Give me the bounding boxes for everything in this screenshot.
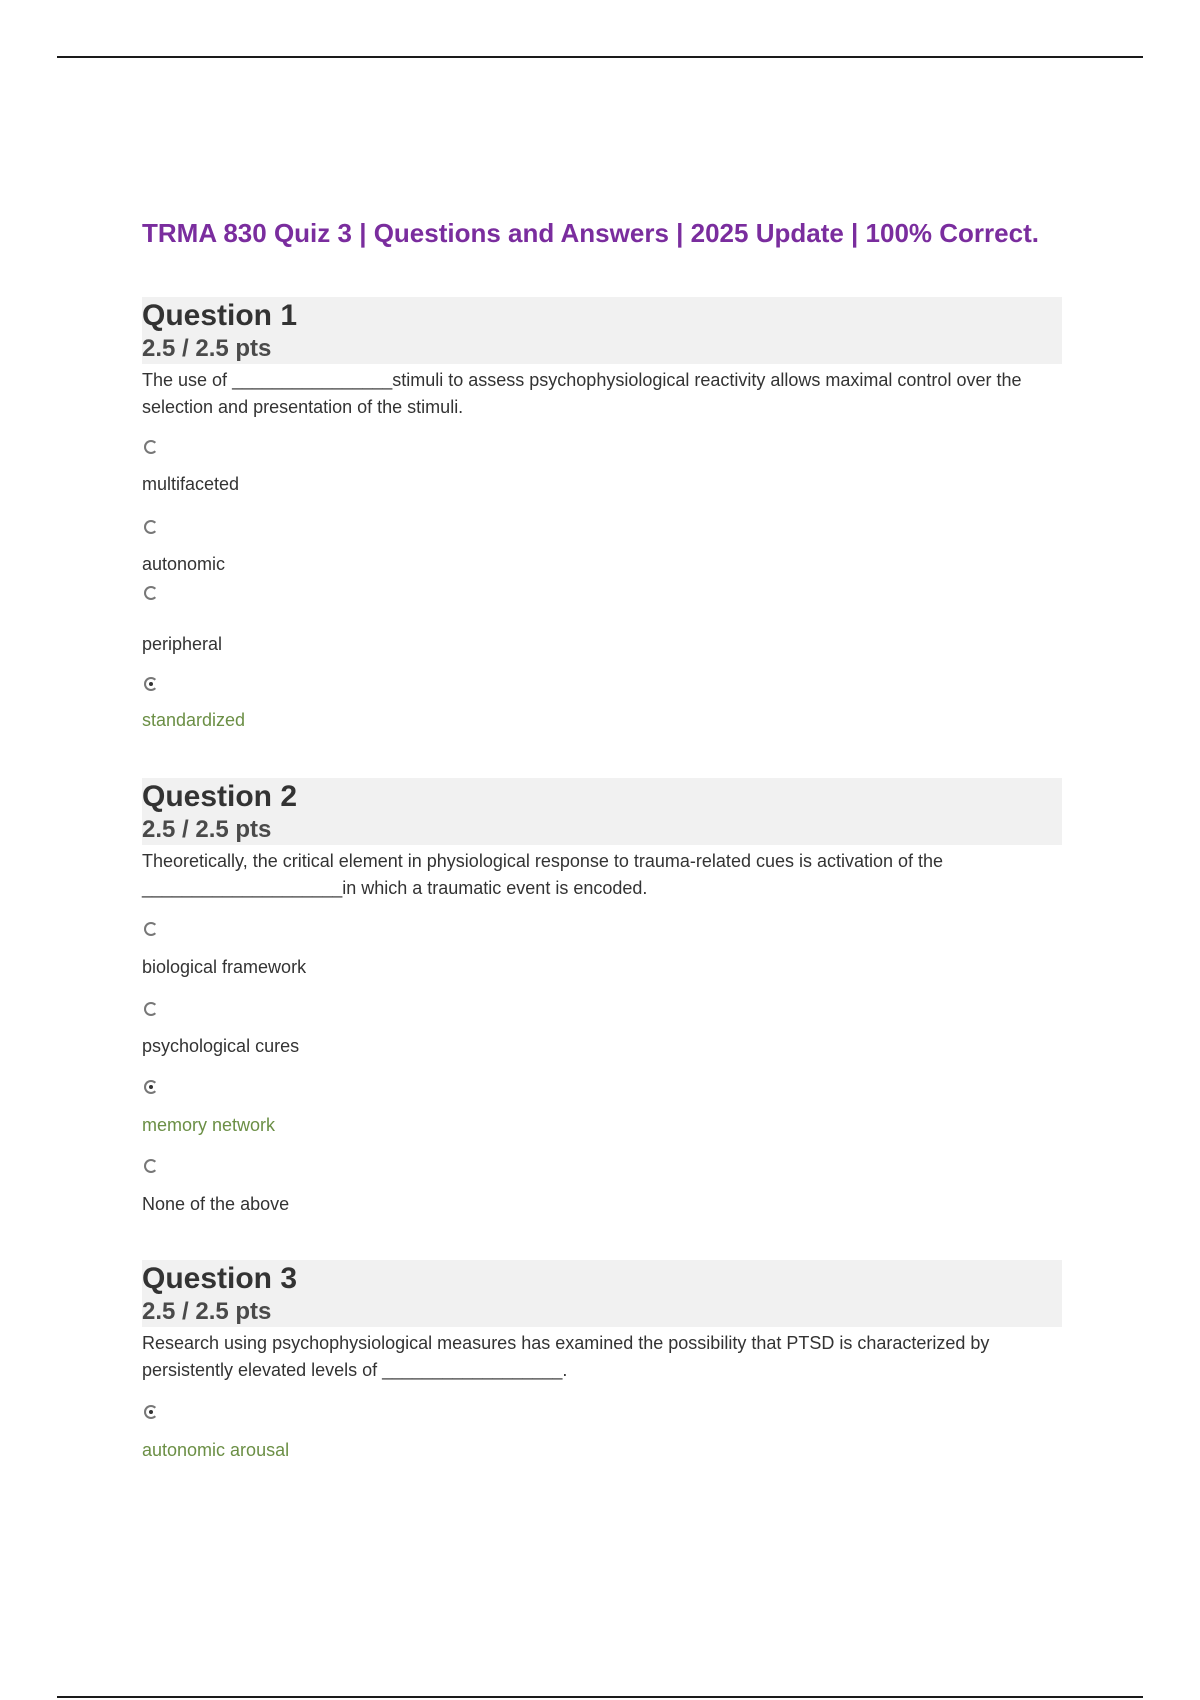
question-header	[142, 297, 1062, 364]
question-text-before: Research using psychophysiological measures has examined the possibility that PTSD is characterized by persistently elevated levels of	[142, 1333, 990, 1380]
option-label-correct: memory network	[142, 1115, 276, 1135]
radio-button-selected[interactable]	[144, 1405, 158, 1419]
option-label: biological framework	[142, 957, 307, 977]
option-label: multifaceted	[142, 474, 240, 494]
document-title: TRMA 830 Quiz 3 | Questions and Answers | 2025 Update | 100% Correct.	[142, 218, 1039, 248]
question-number: Question 1	[142, 299, 298, 332]
answer-blank: ____________________	[142, 878, 343, 898]
radio-button[interactable]	[144, 1002, 158, 1016]
option-label-correct: autonomic arousal	[142, 1440, 290, 1460]
option-label: None of the above	[142, 1194, 290, 1214]
radio-button-selected[interactable]	[144, 677, 158, 691]
answer-blank: ________________	[232, 370, 393, 390]
question-number: Question 2	[142, 780, 298, 813]
radio-button[interactable]	[144, 520, 158, 534]
question-text-after: stimuli to assess psychophysiological reactivity allows maximal control over the selection and presentation of the stimuli.	[142, 370, 1022, 417]
radio-button[interactable]	[144, 440, 158, 454]
question-number: Question 3	[142, 1262, 298, 1295]
question-text	[142, 848, 1062, 902]
radio-button[interactable]	[144, 586, 158, 600]
radio-button-selected[interactable]	[144, 1080, 158, 1094]
question-2	[142, 778, 1062, 902]
question-text-after: .	[562, 1360, 568, 1380]
option-label: psychological cures	[142, 1036, 300, 1056]
question-1	[142, 297, 1062, 421]
question-text	[142, 1330, 1062, 1384]
radio-button[interactable]	[144, 922, 158, 936]
question-3	[142, 1260, 1062, 1384]
question-header	[142, 778, 1062, 845]
question-text	[142, 367, 1062, 421]
question-text-before: The use of	[142, 370, 233, 390]
question-text-after: in which a traumatic event is encoded.	[342, 878, 648, 898]
option-label-correct: standardized	[142, 710, 246, 730]
question-text-before: Theoretically, the critical element in physiological response to trauma-related cues is activation of the	[142, 851, 944, 871]
radio-button[interactable]	[144, 1159, 158, 1173]
bottom-rule	[57, 1696, 1143, 1698]
question-points: 2.5 / 2.5 pts	[142, 816, 272, 843]
question-points: 2.5 / 2.5 pts	[142, 1298, 272, 1325]
option-label: autonomic	[142, 554, 226, 574]
question-points: 2.5 / 2.5 pts	[142, 335, 272, 362]
answer-blank: __________________	[382, 1360, 563, 1380]
top-rule	[57, 56, 1143, 58]
question-header	[142, 1260, 1062, 1327]
option-label: peripheral	[142, 634, 223, 654]
